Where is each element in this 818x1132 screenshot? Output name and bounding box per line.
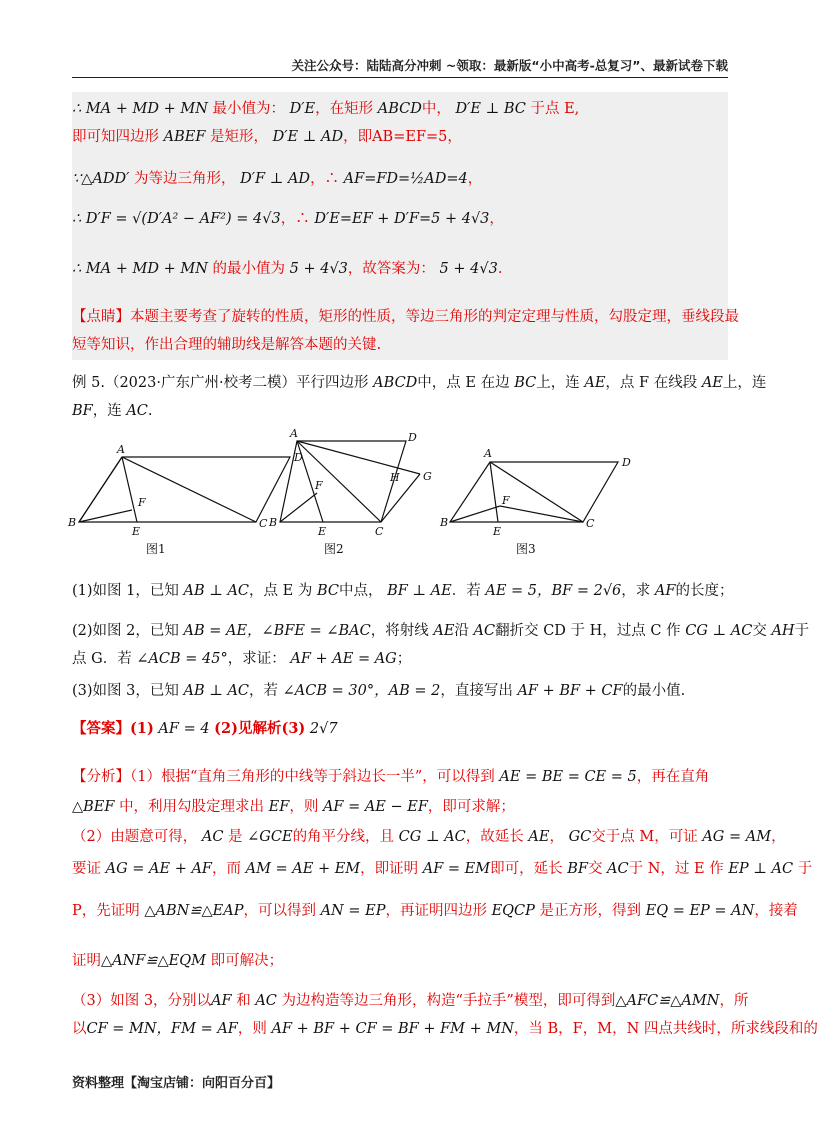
fig3-caption: 图3: [516, 542, 536, 556]
math-expr: BF: [72, 403, 93, 419]
fig2-label-f: F: [315, 479, 323, 492]
math-expr: BC: [514, 375, 537, 391]
math-expr: EP ⊥ AC: [728, 861, 794, 877]
math-expr: ABCD: [373, 375, 418, 391]
math-expr: AB ⊥ AC: [183, 583, 250, 599]
math-expr: △ANF≌△EQM: [101, 953, 206, 969]
text: 交于点 M，可证: [591, 829, 698, 845]
math-expr: AG = AE + AF: [105, 861, 212, 877]
text: ，则: [289, 799, 319, 815]
text: 即可，延长: [490, 861, 563, 877]
fig3-label-c: C: [586, 517, 595, 530]
text: ，点 E 为: [249, 583, 313, 599]
math-expr: AF = EM: [422, 861, 491, 877]
text: 上，连: [722, 375, 767, 391]
math-expr: AE = BE = CE = 5: [499, 769, 637, 785]
answer-line: [72, 718, 728, 740]
fig1-label-b: B: [68, 516, 77, 529]
text: .: [147, 403, 153, 419]
math-expr: AB ⊥ AC: [183, 683, 250, 699]
fig2-label-a: A: [290, 427, 298, 440]
figures-diagram: [60, 425, 680, 565]
fig2-label-c: C: [375, 525, 384, 538]
math-expr: △ABN≌△EAP: [144, 903, 244, 919]
text: 于 N，过 E 作: [628, 861, 724, 877]
text: .: [497, 261, 503, 277]
math-expr: AF = AE − EF: [322, 799, 428, 815]
text: 于点 E,: [530, 101, 580, 117]
text: ，: [771, 829, 786, 845]
fig3-label-a: A: [484, 447, 492, 460]
analysis-line-5: [72, 900, 798, 922]
text: ，∴: [280, 211, 310, 227]
text: 以: [72, 1021, 87, 1037]
fig2-cg: [381, 474, 420, 522]
text: 沿: [454, 623, 469, 639]
text: ，求: [621, 583, 651, 599]
math-expr: △BEF: [72, 799, 115, 815]
text: ，接着: [754, 903, 798, 919]
math-expr: AE: [584, 375, 606, 391]
fig2-caption: 图2: [324, 542, 344, 556]
fig3-label-e: E: [493, 525, 502, 538]
text: （2）由题意可得，: [72, 829, 198, 845]
fig2-label-d: D: [408, 431, 417, 444]
solution-line-1: [72, 98, 728, 120]
text: 是: [228, 829, 243, 845]
math-expr: AG = AM: [702, 829, 772, 845]
math-expr: BF ⊥ AE: [387, 583, 452, 599]
page-footer: 资料整理【淘宝店铺：向阳百分百】: [72, 1076, 281, 1091]
text: 和: [236, 993, 251, 1009]
math-expr: D′E ⊥ AD: [272, 129, 344, 145]
text: 的最小值.: [622, 683, 686, 699]
text: ，故答案为：: [347, 261, 435, 277]
math-expr: ∠ACB = 45°: [136, 651, 228, 667]
math-expr: D′E=EF + D′F=5 + 4√3: [314, 211, 490, 227]
fig1-parallelogram: [79, 457, 290, 522]
math-expr: EQ = EP = AN: [645, 903, 755, 919]
math-expr: AC: [201, 829, 224, 845]
math-expr: D′E: [289, 101, 316, 117]
math-expr: AE: [433, 623, 455, 639]
fig1-label-a: A: [117, 443, 125, 456]
math-expr: CG ⊥ AC: [398, 829, 466, 845]
question-2-cont: [72, 648, 728, 670]
fig3-label-d: D: [622, 456, 631, 469]
example-line-1: [72, 372, 767, 394]
text: ，而: [212, 861, 241, 877]
math-expr: ∴ D′F = √(D′A² − AF²) = 4√3: [72, 211, 281, 227]
example-line-2: [72, 400, 728, 422]
fig3-bf: [450, 506, 500, 522]
text: 交: [752, 623, 767, 639]
text: (2)如图 2，已知: [72, 623, 179, 639]
text: 于: [794, 623, 810, 639]
analysis-line-1: [72, 766, 728, 788]
fig2-label-b: B: [269, 516, 278, 529]
text: (2)见解析(3): [214, 720, 306, 737]
math-expr: ∴ MA + MD + MN: [72, 101, 208, 117]
text: 为边构造等边三角形，构造“手拉手”模型，即可得到: [281, 993, 616, 1009]
text: 【分析】（1）根据“直角三角形的中线等于斜边长一半”，可以得到: [72, 769, 495, 785]
analysis-line-7: [72, 990, 749, 1012]
math-expr: AB = AE，∠BFE = ∠BAC: [183, 623, 371, 639]
text: ，∴: [310, 171, 340, 187]
text: ，: [467, 171, 483, 187]
text: 点 G．若: [72, 651, 132, 667]
math-expr: BF: [567, 861, 588, 877]
text: ，当 B，F，M，N 四点共线时，所求线段和的: [513, 1021, 818, 1037]
text: ，直接写出: [440, 683, 513, 699]
math-expr: AF + AE = AG: [290, 651, 397, 667]
solution-line-2: [72, 126, 728, 148]
text: 即可解决；: [210, 953, 284, 969]
fig1-label-c: C: [259, 517, 268, 530]
text: 是矩形，: [210, 129, 268, 145]
fig1-label-e: E: [132, 525, 141, 538]
text: ，可以得到: [243, 903, 316, 919]
text: (1)如图 1，已知: [72, 583, 179, 599]
text: 要证: [72, 861, 101, 877]
text: ．若: [451, 583, 481, 599]
text: ，在矩形: [315, 101, 374, 117]
math-expr: 5 + 4√3: [289, 261, 348, 277]
math-expr: 5 + 4√3: [439, 261, 498, 277]
math-expr: AN = EP: [320, 903, 386, 919]
math-expr: AF: [654, 583, 676, 599]
math-expr: ABEF: [163, 129, 206, 145]
text: ，即: [343, 129, 373, 145]
math-expr: ∠ACB = 30°，AB = 2: [282, 683, 441, 699]
text: (3)如图 3，已知: [72, 683, 179, 699]
fig2-label-h: H: [390, 471, 400, 484]
page-header: 关注公众号：陆陆高分冲刺 ~领取：最新版“小中高考-总复习”、最新试卷下载: [72, 56, 728, 78]
text: 例 5.（2023·广东广州·校考二模）平行四边形: [72, 375, 369, 391]
text: ，即可求解；: [427, 799, 515, 815]
analysis-line-6: [72, 950, 728, 972]
math-expr: ∴ MA + MD + MN: [72, 261, 208, 277]
text: ，即证明: [360, 861, 419, 877]
text: ，则: [237, 1021, 267, 1037]
fig1-ac: [122, 457, 256, 522]
solution-line-3: [72, 168, 728, 190]
text: 证明: [72, 953, 101, 969]
fig2-label-g: G: [423, 470, 432, 483]
math-expr: AE: [701, 375, 723, 391]
analysis-line-2: [72, 796, 728, 818]
math-expr: AC: [473, 623, 496, 639]
text: ，将射线: [370, 623, 429, 639]
math-expr: BC: [316, 583, 339, 599]
fig3-label-b: B: [440, 516, 449, 529]
text: ，: [549, 829, 564, 845]
math-expr: AF + BF + CF = BF + FM + MN: [271, 1021, 514, 1037]
math-expr: 2√7: [309, 721, 338, 737]
math-expr: ABCD: [377, 101, 422, 117]
text: 上，连: [536, 375, 580, 391]
text: ，再在直角: [636, 769, 710, 785]
math-expr: AC: [255, 993, 277, 1009]
fig3-ae: [490, 462, 498, 522]
math-expr: AH: [771, 623, 795, 639]
math-expr: AE = 5，BF = 2√6: [485, 583, 622, 599]
math-expr: EF: [268, 799, 290, 815]
math-expr: AF=FD=½AD=4: [343, 171, 468, 187]
answer-label: 【答案】: [72, 720, 130, 737]
math-expr: CF = MN，FM = AF: [86, 1021, 238, 1037]
text: 于: [797, 861, 813, 877]
question-3: [72, 680, 728, 702]
fig1-bf: [79, 510, 132, 522]
text: ，所: [719, 993, 749, 1009]
text: 即可知四边形: [72, 129, 159, 145]
math-expr: AC: [607, 861, 629, 877]
text: ，连: [92, 403, 122, 419]
fig2-ag: [297, 441, 420, 474]
text: ，: [447, 129, 462, 145]
math-expr: △AFC≌△AMN: [615, 993, 720, 1009]
text: ，点 F 在线段: [605, 375, 698, 391]
math-expr: AE: [528, 829, 550, 845]
text: 的最小值为: [212, 261, 286, 277]
solution-line-4: [72, 208, 728, 230]
text: 交: [587, 861, 603, 877]
text: ，再证明四边形: [385, 903, 487, 919]
math-expr: AF: [211, 993, 232, 1009]
text: 翻折交 CD 于 H，过点 C 作: [495, 623, 681, 639]
text: 的长度；: [675, 583, 734, 599]
pointer-line-2: 短等知识，作出合理的辅助线是解答本题的关键.: [72, 337, 382, 353]
fig2-label-e: E: [318, 525, 327, 538]
text: 中，利用勾股定理求出: [119, 799, 265, 815]
solution-line-5: [72, 258, 728, 280]
text: ，: [221, 171, 236, 187]
text: 的角平分线，且: [292, 829, 395, 845]
text: ，: [489, 211, 504, 227]
pointer-line-1: 【点睛】本题主要考查了旋转的性质，矩形的性质，等边三角形的判定定理与性质，勾股定理，垂线段最: [72, 309, 739, 325]
text: 为等边三角形: [134, 171, 222, 187]
text: (1): [130, 720, 154, 737]
text: 是正方形，得到: [539, 903, 641, 919]
text: 中点，: [339, 583, 383, 599]
fig1-label-d: D: [294, 451, 303, 464]
math-expr: AF + BF + CF: [517, 683, 623, 699]
analysis-line-4: [72, 858, 813, 880]
fig1-caption: 图1: [146, 542, 166, 556]
text: P，先证明: [72, 903, 140, 919]
text: ，故延长: [465, 829, 524, 845]
fig1-ab: [79, 457, 122, 522]
fig1-label-f: F: [138, 496, 146, 509]
text: （3）如图 3，分别以: [72, 993, 212, 1009]
text: ；: [396, 651, 412, 667]
math-expr: D′E ⊥ BC: [455, 101, 526, 117]
text: ，求证：: [227, 651, 286, 667]
text: ，若: [249, 683, 279, 699]
math-expr: D′F ⊥ AD: [240, 171, 311, 187]
math-expr: EQCP: [491, 903, 535, 919]
math-expr: ∠GCE: [247, 829, 293, 845]
text: 最小值为：: [212, 101, 286, 117]
math-expr: CG ⊥ AC: [685, 623, 753, 639]
math-expr: AC: [126, 403, 148, 419]
text: 中，: [421, 101, 451, 117]
text: 中，点 E 在边: [417, 375, 510, 391]
text: AB=EF=5: [372, 129, 448, 145]
math-expr: GC: [568, 829, 592, 845]
analysis-line-8: [72, 1018, 818, 1040]
question-2: [72, 620, 810, 642]
analysis-line-3: [72, 826, 786, 848]
math-expr: AM = AE + EM: [245, 861, 361, 877]
question-1: [72, 580, 734, 602]
math-expr: ∵△ADD′: [72, 171, 130, 187]
fig3-label-f: F: [502, 494, 510, 507]
math-expr: AF = 4: [158, 721, 210, 737]
